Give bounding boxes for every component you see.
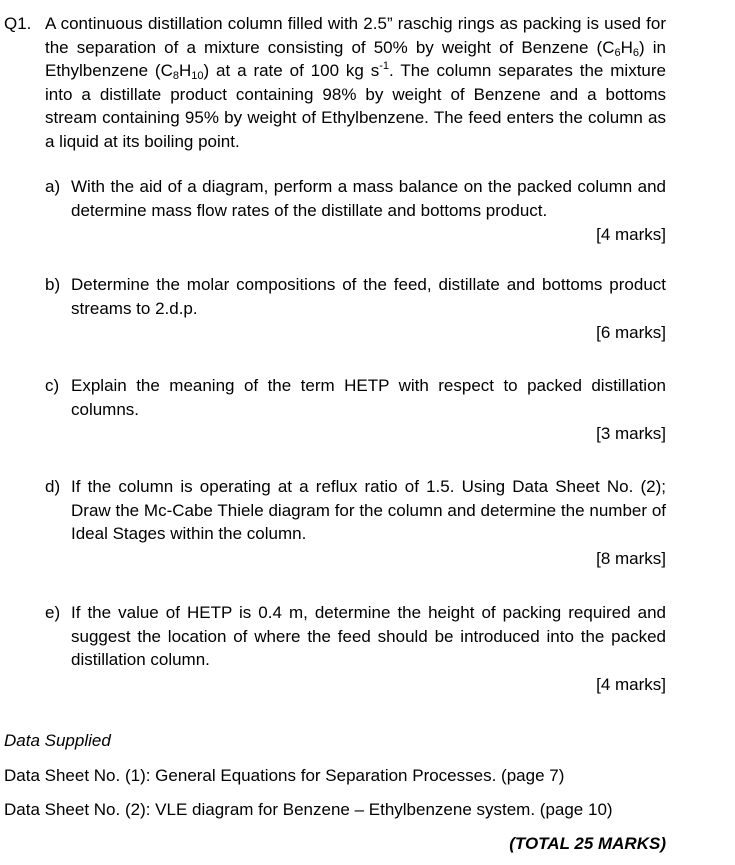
part-marks: [6 marks] (596, 323, 666, 342)
part-label: a) (45, 177, 61, 196)
part-text: If the value of HETP is 0.4 m, determine the height of packing required and suggest the location of where the feed should be introduced into the packed distillation column. (71, 603, 666, 669)
part-b (45, 273, 666, 345)
intro-sub-2: 6 (632, 46, 640, 59)
part-label: c) (45, 376, 60, 395)
intro-text-4: H (178, 61, 192, 80)
intro-sub-1: 6 (614, 46, 621, 59)
intro-text-1: A continuous distillation column filled with 2.5” raschig rings as packing is used for the separation of a mixture consisting of 50% by weight of Benzene (C (45, 14, 666, 57)
question-intro (45, 12, 666, 153)
part-text: Determine the molar compositions of the feed, distillate and bottoms product streams to 2.d.p. (71, 275, 666, 318)
part-label: d) (45, 477, 61, 496)
part-c (45, 374, 666, 446)
intro-sup-1: -1 (379, 60, 390, 72)
intro-text-6: . The column separates the mixture into a distillate product containing 98% by weight of Benzene and a bottoms stream containing 95% by weight of Ethylbenzene. The feed enters the column as a liquid at its boiling point. (45, 61, 666, 151)
part-a (45, 175, 666, 247)
total-marks: (TOTAL 25 MARKS) (509, 834, 666, 853)
intro-sub-3: 8 (172, 70, 179, 82)
data-supplied-title: Data Supplied (4, 731, 111, 750)
part-marks: [3 marks] (596, 424, 666, 443)
data-sheet-1: Data Sheet No. (1): General Equations for Separation Processes. (page 7) (4, 766, 565, 785)
part-text: Explain the meaning of the term HETP with respect to packed distillation columns. (71, 376, 666, 419)
part-text: If the column is operating at a reflux ratio of 1.5. Using Data Sheet No. (2); Draw the Mc-Cabe Thiele diagram for the column and determine the number of Ideal Stages within the column. (71, 477, 666, 543)
part-label: b) (45, 275, 61, 294)
intro-text-3: ) in Ethylbenzene (C (45, 37, 666, 80)
part-label: e) (45, 603, 61, 622)
intro-sub-4: 10 (191, 70, 204, 82)
question-number: Q1. (4, 14, 32, 33)
part-marks: [4 marks] (596, 225, 666, 244)
part-marks: [4 marks] (596, 674, 666, 694)
part-marks: [8 marks] (596, 548, 666, 568)
data-sheet-2: Data Sheet No. (2): VLE diagram for Benzene – Ethylbenzene system. (page 10) (4, 800, 613, 819)
intro-text-2: H (620, 37, 633, 57)
part-d (45, 475, 666, 570)
intro-text-5: ) at a rate of 100 kg s (203, 61, 380, 80)
part-e (45, 601, 666, 696)
part-text: With the aid of a diagram, perform a mass balance on the packed column and determine mass flow rates of the distillate and bottoms product. (71, 177, 666, 220)
